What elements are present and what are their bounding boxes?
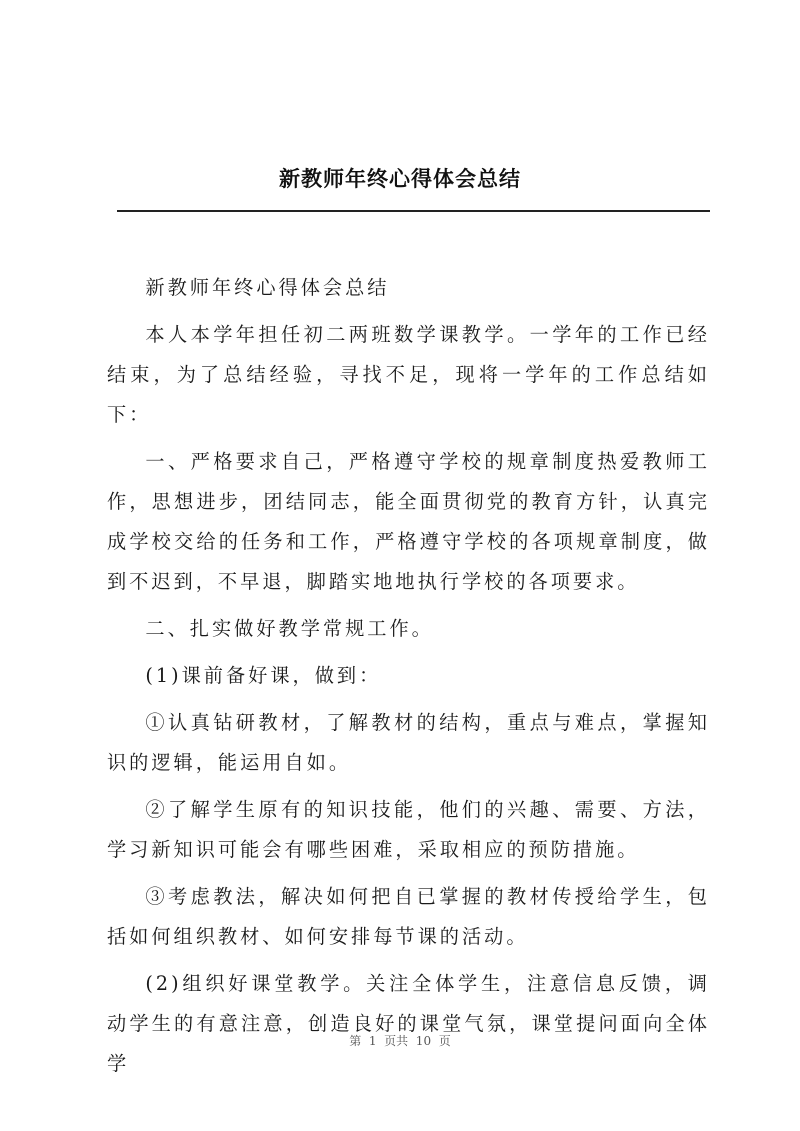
page-title: 新教师年终心得体会总结 [279,166,521,191]
paragraph-section-one: 一、严格要求自己，严格遵守学校的规章制度热爱教师工作，思想进步，团结同志，能全面贯彻党的教育方针，认真完成学校交给的任务和工作，严格遵守学校的各项规章制度，做到不迟到，不早退，脚踏实地地执行学校的各项要求。 [107,450,710,593]
paragraph-intro: 本人本学年担任初二两班数学课教学。一学年的工作已经结束，为了总结经验，寻找不足，现将一学年的工作总结如下： [107,323,710,426]
paragraph-subitem-2: ②了解学生原有的知识技能，他们的兴趣、需要、方法，学习新知识可能会有哪些困难，采取相应的预防措施。 [107,798,710,861]
title-divider [117,210,710,212]
paragraph-item-2: (2)组织好课堂教学。关注全体学生，注意信息反馈，调动学生的有意注意，创造良好的课堂气氛，课堂提问面向全体学 [107,972,710,1075]
paragraph-heading: 新教师年终心得体会总结 [145,276,390,299]
page-number-footer: 第 1 页共 10 页 [349,1034,451,1048]
paragraph-section-two: 二、扎实做好教学常规工作。 [145,617,434,640]
paragraph-subitem-3: ③考虑教法，解决如何把自已掌握的教材传授给学生，包括如何组织教材、如何安排每节课的活动。 [107,885,710,948]
paragraph-subitem-1: ①认真钻研教材，了解教材的结构，重点与难点，掌握知识的逻辑，能运用自如。 [107,711,710,774]
paragraph-item-1: (1)课前备好课，做到： [145,664,382,687]
document-body [107,268,710,1091]
